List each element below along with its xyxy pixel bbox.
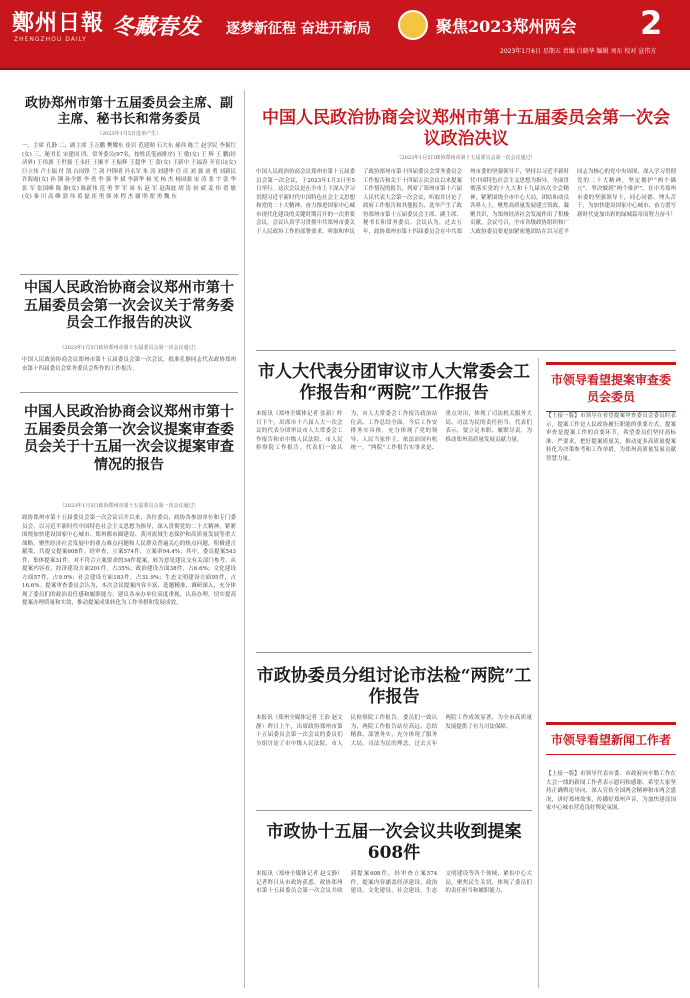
- article-body-a3: 政协郑州市第十五届委员会第一次会议召开以来，各位委员、政协各参加单位和专门委员会，以习近平新时代中国特色社会主义思想为指导，深入贯彻党的二十大精神，紧紧围绕加快建设国家中心城市、郑州都市圈建设、黄河流域生态保护和高质量发展等重大战略，聚焦经济社会发展中的重点难点问题和人民群众普遍关心的热点问题，积极建言献策，共提交提案608件。经审查，立案574件，立案率94.4%；其中，委员提案543件，集体提案31件。对不符合立案要求的34件提案，转为意见建议交有关部门参考。从提案内容看，经济建设方面201件，占35%；政治建设方面38件，占6.6%；文化建设方面57件，占9.9%；社会建设方面183件，占31.9%；生态文明建设方面95件，占16.6%。提案审查委员会认为，本次会议提案内容丰富、选题精准、调研深入，充分体现了委员们的政治责任感和履职能力。建议各承办单位高度重视，认真办理，切实提高提案办理质量和实效，推动提案成果转化为工作举措和发展成效。: [22, 515, 236, 607]
- divider: [256, 810, 532, 811]
- article-body-a6: 本报讯（郑州全媒体记者 王治 赵文静）昨日上午，出席政协郑州市第十五届委员会第一次会议的委员们分组讨论了市中级人民法院、市人民检察院工作报告。委员们一致认为，两院工作报告站位高远、总结精准、部署务实，充分体现了服务大局、司法为民的理念，过去五年两院工作成效显著，为全市高质量发展提供了有力司法保障。: [256, 715, 532, 747]
- page-number: 2: [640, 4, 663, 42]
- dateline: 2023年1月6日 星期五 责编 白晓华 编辑 刘东 校对 宣伟方: [500, 48, 657, 55]
- divider: [20, 274, 238, 275]
- column-divider: [538, 358, 539, 988]
- emblem-icon: [398, 10, 428, 40]
- article-subtitle-a2: （2023年1月5日政协郑州市第十五届委员会第一次会议通过）: [59, 345, 199, 351]
- article-subtitle-a3: （2023年1月5日政协郑州市第十五届委员会第一次会议通过）: [59, 503, 199, 509]
- article-title-a7: 市政协十五届一次会议共收到提案608件: [266, 822, 522, 864]
- slogan-sub: 逐梦新征程 奋进开新局: [226, 21, 371, 37]
- article-title-a5: 市人大代表分团审议市人大常委会工作报告和“两院”工作报告: [258, 362, 530, 404]
- masthead: [0, 0, 690, 70]
- newspaper-logo: 鄭州日報: [12, 10, 105, 36]
- article-subtitle-a4: （2023年1月5日政协郑州市第十五届委员会第一次会议通过）: [396, 155, 536, 161]
- divider: [256, 350, 676, 351]
- newspaper-logo-sub: ZHENGZHOU DAILY: [14, 36, 87, 43]
- article-body-a8: 【上接一版】市领导在看望提案审查委员会委员时表示，提案工作是人民政协履行职能的重要方式，提案审查是提案工作的首要环节。希望委员们坚持高标准、严要求，把好提案质量关，推动更多高质量提案转化为决策参考和工作举措，为郑州高质量发展贡献智慧力量。: [546, 413, 676, 462]
- article-body-a2: 中国人民政治协商会议郑州市第十五届委员会第一次会议，批准孔静同志代表政协郑州市第十四届委员会常务委员会所作的工作报告。: [22, 357, 236, 372]
- article-body-a9: 【上接一版】市领导代表市委、市政府向辛勤工作在大会一线的新闻工作者表示慰问和感谢。希望大家坚持正确舆论导向，深入宣传全国两会精神和市两会盛况，讲好郑州故事，传播好郑州声音，为加快建设国家中心城市营造良好舆论氛围。: [546, 771, 676, 812]
- article-title-a2: 中国人民政治协商会议郑州市第十五届委员会第一次会议关于常务委员会工作报告的决议: [24, 280, 234, 331]
- masthead-divider: [0, 68, 690, 70]
- section-focus: 聚焦2023郑州两会: [436, 17, 577, 36]
- article-title-a3: 中国人民政治协商会议郑州市第十五届委员会第一次会议提案审查委员会关于十五届一次会议提案审查情况的报告: [24, 404, 234, 473]
- article-title-a8: 市领导看望提案审查委员会委员: [546, 362, 676, 412]
- article-body-a4: 中国人民政治协商会议郑州市第十五届委员会第一次会议，于2023年1月3日至5日举行。这次会议是在全市上下深入学习贯彻习近平新时代中国特色社会主义思想和党的二十大精神、奋力推进国家中心城市现代化建设的关键时期召开的一次重要会议。会议认真学习贯彻中共郑州市委关于人民政协工作的部署要求，听取和审议了政协郑州市第十四届委员会常务委员会工作报告和关于十四届五次会议以来提案工作情况的报告，列席了郑州市第十六届人民代表大会第一次会议，听取并讨论了政府工作报告和其他报告，选举产生了政协郑州市第十五届委员会主席、副主席、秘书长和常务委员。会议认为，过去五年，政协郑州市第十四届委员会在中共郑州市委的坚强领导下，坚持以习近平新时代中国特色社会主义思想为指导，全面贯彻落实党的十九大和十九届历次全会精神，紧紧围绕全市中心大局，团结和动员各界人士，聚焦高质量发展建言资政、凝聚共识，为郑州经济社会发展作出了积极贡献。会议号召，全市各级政协组织和广大政协委员要更加紧密地团结在以习近平同志为核心的党中央周围，深入学习贯彻党的二十大精神，坚定拥护“两个确立”、坚决做到“两个维护”，在中共郑州市委的坚强领导下，同心同德、埋头苦干，为加快建设国家中心城市、奋力谱写新时代更加出彩的绿城篇章而努力奋斗！: [256, 169, 676, 235]
- divider: [256, 652, 532, 653]
- article-title-a1: 政协郑州市第十五届委员会主席、副主席、秘书长和常务委员: [24, 96, 233, 128]
- divider: [20, 392, 238, 393]
- article-title-a9: 市领导看望新闻工作者: [546, 722, 676, 755]
- article-subtitle-a1: （2023年1月5日选举产生）: [96, 131, 162, 137]
- slogan-main: 冬藏春发: [112, 14, 201, 40]
- article-body-a7: 本报讯（郑州全媒体记者 赵文静）记者昨日从市政协获悉，政协郑州市第十五届委员会第一次会议共收到提案608件，经审查立案574件。提案内容涵盖经济建设、政治建设、文化建设、社会建设、生态文明建设等各个领域，紧扣中心大局，聚焦民生关切，体现了委员们的责任担当和履职能力。: [256, 871, 532, 895]
- article-title-a4: 中国人民政治协商会议郑州市第十五届委员会第一次会议政治决议: [262, 108, 670, 150]
- column-divider: [244, 90, 245, 988]
- article-body-a5: 本报讯（郑州全媒体记者 张新）昨日下午，出席市十六届人大一次会议的代表分团审议市人大常委会工作报告和市中级人民法院、市人民检察院工作报告。代表们一致认为，市人大常委会工作报告政治站位高、工作总结全面，今后工作安排务实具体，充分体现了党的领导、人民当家作主、依法治国有机统一。“两院”工作报告实事求是、重点突出，体现了司法机关服务大局、司法为民的责任担当。代表们表示，要立足本职、履职尽责，为推动郑州高质量发展贡献力量。: [256, 411, 532, 452]
- article-title-a6: 市政协委员分组讨论市法检“两院”工作报告: [256, 666, 532, 708]
- article-body-a1: 一、主席 孔静 二、副主席 王万鹏 樊耀东 崔岩 范建勋 石大东 郝伟 陈兰 赵学民 李振红(女) 三、秘书长 宋建国 四、常务委员(97名，按姓氏笔画排序) 王 敏(女) 王 辉 王 鹏(经济界) 王伟旗 王世强 王永旺 王顺平 王振辉 王超华 王 蕾(女) 王新中 王福春 开育山(女) 巨立伟 卢士瑞 付 凯 白岗锋 兰 剑 丹锋明 冯永军 朱 涛 刘建华 任 庆 刘 强 刘 勇 刘新民 许海霞(女) 孙 钢 孙全德 李 勇 李 强 李 斌 李新华 杨 光 杨 杰 杨国强 宋 涛 张 宇 张 华 张 军 张国峰 陈 静(女) 陈新伟 范 勇 罗 军 周 东 赵 军 赵海波 胡 涛 侯 斌 姜 伟 贺 敏(女) 秦 川 高 峰 郭 伟 黄 磊 崔 勇 韩 冰 程 杰 谢 明 翟 勇 魏 东: [22, 143, 236, 201]
